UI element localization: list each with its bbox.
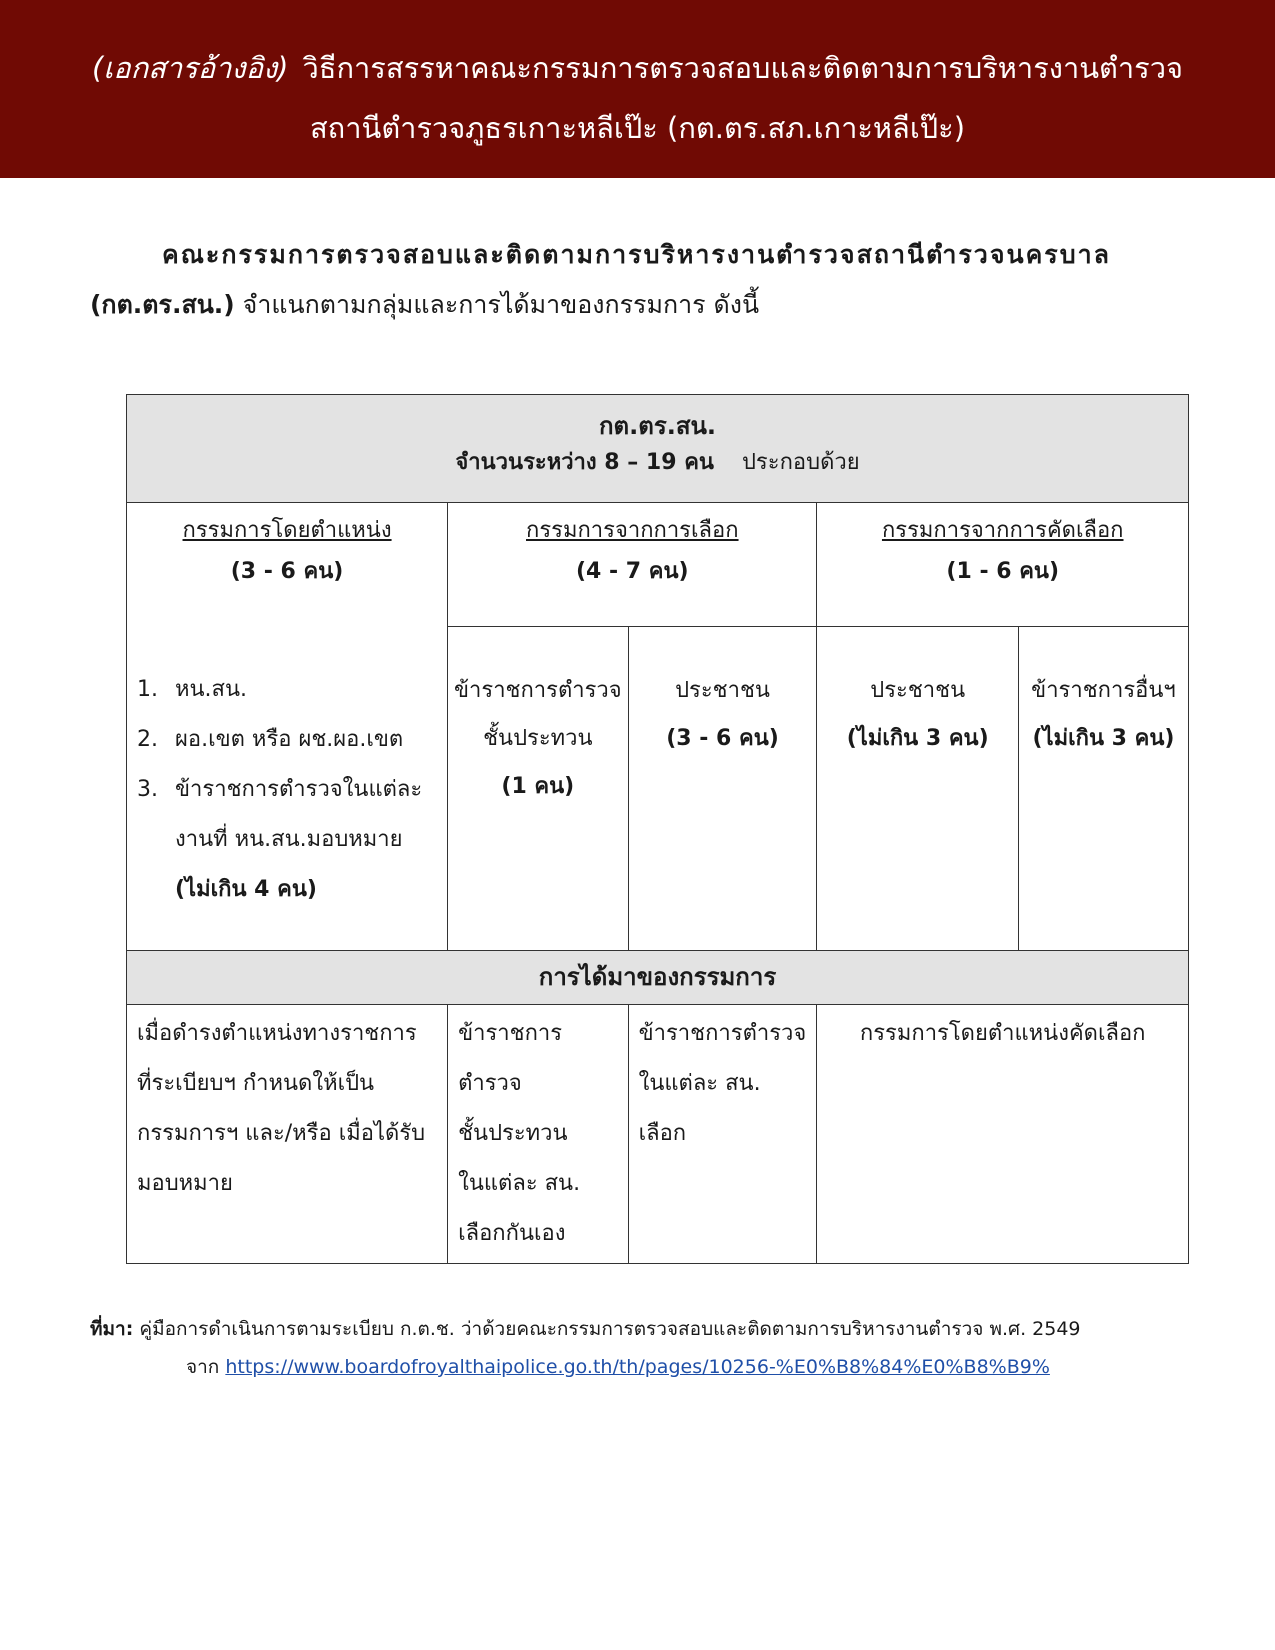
title-line-1 [0,38,1275,98]
group-count: (1 - 6 คน) [946,559,1060,584]
source-line-2 [90,1348,1210,1386]
list-item: 3. ข้าราชการตำรวจในแต่ละ งานที่ หน.สน.มอบหมาย (ไม่เกิน 4 คน) [137,777,423,902]
list-item: 1. หน.สน. [137,677,247,702]
source-note [90,1310,1210,1386]
intro-line-2 [90,280,1190,330]
title-line-2: สถานีตำรวจภูธรเกาะหลีเป๊ะ (กต.ตร.สภ.เกาะหลีเป๊ะ) [309,111,966,145]
title-text-1: วิธีการสรรหาคณะกรรมการตรวจสอบและติดตามการบริหารงานตำรวจ [302,51,1184,85]
list-item: 2. ผอ.เขต หรือ ผช.ผอ.เขต [137,727,404,752]
acquisition-public: ข้าราชการตำรวจ ในแต่ละ สน. เลือก [628,1005,817,1264]
subgroup-public: ประชาชน (3 - 6 คน) [628,627,817,951]
subgroup-public-selected: ประชาชน (ไม่เกิน 3 คน) [817,627,1018,951]
group-title: กรรมการโดยตำแหน่ง [182,518,392,543]
group-count: (4 - 7 คน) [575,559,689,584]
intro-rest: จำแนกตามกลุ่มและการได้มาของกรรมการ ดังนี้ [234,290,760,319]
table-header [127,395,1189,503]
intro-line-1: คณะกรรมการตรวจสอบและติดตามการบริหารงานตำรวจสถานีตำรวจนครบาล [162,240,1111,269]
committee-table [126,394,1189,1264]
source-link[interactable]: https://www.boardofroyalthaipolice.go.th/th/pages/10256-%E0%B8%84%E0%B8%B9% [225,1356,1050,1378]
source-text: คู่มือการดำเนินการตามระเบียบ ก.ต.ช. ว่าด้วยคณะกรรมการตรวจสอบและติดตามการบริหารงานตำรวจ พ.ศ. 2549 [133,1318,1081,1340]
title-banner [0,0,1275,178]
reference-tag: (เอกสารอ้างอิง) [91,51,289,85]
acquisition-selected: กรรมการโดยตำแหน่งคัดเลือก [817,1005,1189,1264]
source-line-1 [90,1310,1210,1348]
group-by-position [127,503,448,951]
group-count: (3 - 6 คน) [230,559,344,584]
source-label: ที่มา: [90,1318,134,1340]
subgroup-other-officials: ข้าราชการอื่นฯ (ไม่เกิน 3 คน) [1018,627,1188,951]
table-count [127,443,1188,491]
position-list-wrap [127,595,447,915]
group-selected [817,503,1189,627]
intro-paragraph [90,230,1190,330]
group-title: กรรมการจากการเลือก [526,518,739,543]
position-list [137,665,437,915]
group-elected [448,503,817,627]
table-count-rest: ประกอบด้วย [741,450,860,475]
subgroup-nco: ข้าราชการตำรวจ ชั้นประทวน (1 คน) [448,627,628,951]
acquisition-by-position: เมื่อดำรงตำแหน่งทางราชการ ที่ระเบียบฯ กำหนดให้เป็น กรรมการฯ และ/หรือ เมื่อได้รับ มอบหมาย [127,1005,448,1264]
table-title: กต.ตร.สน. [599,412,716,440]
table-count-bold: จำนวนระหว่าง 8 – 19 คน [455,450,714,475]
acquisition-header: การได้มาของกรรมการ [127,951,1189,1005]
intro-abbr: (กต.ตร.สน.) [90,290,235,319]
source-from: จาก [186,1356,226,1378]
acquisition-nco: ข้าราชการตำรวจ ชั้นประทวน ในแต่ละ สน. เลือกกันเอง [448,1005,628,1264]
group-title: กรรมการจากการคัดเลือก [881,518,1124,543]
